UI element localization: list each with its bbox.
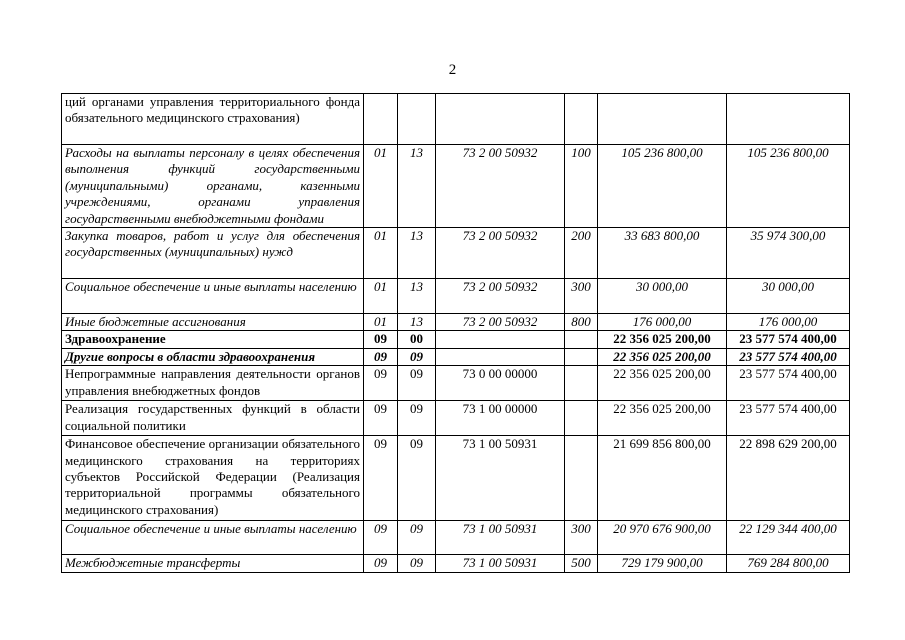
table-row: [62, 331, 850, 348]
table-row: [62, 521, 850, 555]
row-name: Социальное обеспечение и иные выплаты населению: [62, 279, 364, 314]
row-amount-second: 22 898 629 200,00: [727, 436, 850, 521]
row-name: Межбюджетные трансферты: [62, 555, 364, 572]
row-expense-type: [565, 401, 598, 436]
row-section: 09: [364, 521, 398, 555]
row-subsection: 09: [398, 401, 436, 436]
row-name: Здравоохранение: [62, 331, 364, 348]
table-row: [62, 436, 850, 521]
row-name: Финансовое обеспечение организации обязательного медицинского страхования на территориях субъектов Российской Федерации (Реализация территориальной программы обязательного медицинского страхования): [62, 436, 364, 521]
row-expense-type: [565, 331, 598, 348]
table-row: [62, 228, 850, 279]
row-name: Реализация государственных функций в области социальной политики: [62, 401, 364, 436]
row-section: 09: [364, 401, 398, 436]
row-section: 09: [364, 366, 398, 401]
row-amount-second: 35 974 300,00: [727, 228, 850, 279]
row-target-article: 73 2 00 50932: [436, 279, 565, 314]
row-amount-second: 22 129 344 400,00: [727, 521, 850, 555]
row-target-article: [436, 348, 565, 365]
row-name: Другие вопросы в области здравоохранения: [62, 348, 364, 365]
row-amount-first: [598, 94, 727, 145]
row-amount-second: 23 577 574 400,00: [727, 348, 850, 365]
row-amount-first: 20 970 676 900,00: [598, 521, 727, 555]
row-expense-type: [565, 366, 598, 401]
row-section: 01: [364, 314, 398, 331]
row-name: Закупка товаров, работ и услуг для обеспечения государственных (муниципальных) нужд: [62, 228, 364, 279]
row-amount-first: 105 236 800,00: [598, 145, 727, 228]
table-row: [62, 348, 850, 365]
row-name: Непрограммные направления деятельности органов управления внебюджетных фондов: [62, 366, 364, 401]
row-name: Иные бюджетные ассигнования: [62, 314, 364, 331]
row-target-article: 73 2 00 50932: [436, 314, 565, 331]
row-section: 09: [364, 331, 398, 348]
row-subsection: 13: [398, 314, 436, 331]
table-row: [62, 314, 850, 331]
row-expense-type: 800: [565, 314, 598, 331]
row-subsection: 00: [398, 331, 436, 348]
row-name: Социальное обеспечение и иные выплаты населению: [62, 521, 364, 555]
row-section: 01: [364, 145, 398, 228]
row-subsection: 13: [398, 279, 436, 314]
row-expense-type: [565, 94, 598, 145]
row-amount-first: 729 179 900,00: [598, 555, 727, 572]
row-amount-second: 769 284 800,00: [727, 555, 850, 572]
row-amount-first: 30 000,00: [598, 279, 727, 314]
row-target-article: 73 1 00 00000: [436, 401, 565, 436]
row-subsection: [398, 94, 436, 145]
row-section: 01: [364, 279, 398, 314]
row-subsection: 09: [398, 555, 436, 572]
row-amount-second: 30 000,00: [727, 279, 850, 314]
table-row: [62, 145, 850, 228]
row-expense-type: 500: [565, 555, 598, 572]
row-amount-second: 176 000,00: [727, 314, 850, 331]
row-amount-first: 176 000,00: [598, 314, 727, 331]
row-amount-second: 23 577 574 400,00: [727, 331, 850, 348]
row-target-article: 73 1 00 50931: [436, 555, 565, 572]
row-target-article: 73 2 00 50932: [436, 228, 565, 279]
row-subsection: 13: [398, 228, 436, 279]
row-section: 09: [364, 555, 398, 572]
row-amount-second: 105 236 800,00: [727, 145, 850, 228]
row-amount-first: 22 356 025 200,00: [598, 331, 727, 348]
row-amount-first: 33 683 800,00: [598, 228, 727, 279]
row-section: 01: [364, 228, 398, 279]
row-subsection: 09: [398, 366, 436, 401]
table-row: [62, 94, 850, 145]
row-amount-second: 23 577 574 400,00: [727, 366, 850, 401]
row-amount-first: 22 356 025 200,00: [598, 401, 727, 436]
row-section: 09: [364, 436, 398, 521]
row-name: ций органами управления территориального фонда обязательного медицинского страхования): [62, 94, 364, 145]
page-number: 2: [448, 62, 457, 78]
row-subsection: 09: [398, 348, 436, 365]
row-expense-type: [565, 348, 598, 365]
row-section: 09: [364, 348, 398, 365]
row-subsection: 09: [398, 521, 436, 555]
row-subsection: 13: [398, 145, 436, 228]
row-target-article: [436, 94, 565, 145]
row-target-article: 73 0 00 00000: [436, 366, 565, 401]
row-section: [364, 94, 398, 145]
row-amount-first: 22 356 025 200,00: [598, 366, 727, 401]
row-amount-first: 22 356 025 200,00: [598, 348, 727, 365]
row-target-article: 73 1 00 50931: [436, 436, 565, 521]
row-amount-first: 21 699 856 800,00: [598, 436, 727, 521]
row-subsection: 09: [398, 436, 436, 521]
row-name: Расходы на выплаты персоналу в целях обеспечения выполнения функций государственными (муниципальными) органами, казенными учреждениями, органами управления государственными внебюджетными фондами: [62, 145, 364, 228]
row-target-article: [436, 331, 565, 348]
table-row: [62, 555, 850, 572]
row-expense-type: [565, 436, 598, 521]
row-target-article: 73 2 00 50932: [436, 145, 565, 228]
table-row: [62, 279, 850, 314]
row-expense-type: 100: [565, 145, 598, 228]
table-row: [62, 401, 850, 436]
row-target-article: 73 1 00 50931: [436, 521, 565, 555]
row-amount-second: 23 577 574 400,00: [727, 401, 850, 436]
row-expense-type: 300: [565, 279, 598, 314]
row-expense-type: 200: [565, 228, 598, 279]
budget-table: [61, 93, 850, 573]
row-amount-second: [727, 94, 850, 145]
table-row: [62, 366, 850, 401]
row-expense-type: 300: [565, 521, 598, 555]
